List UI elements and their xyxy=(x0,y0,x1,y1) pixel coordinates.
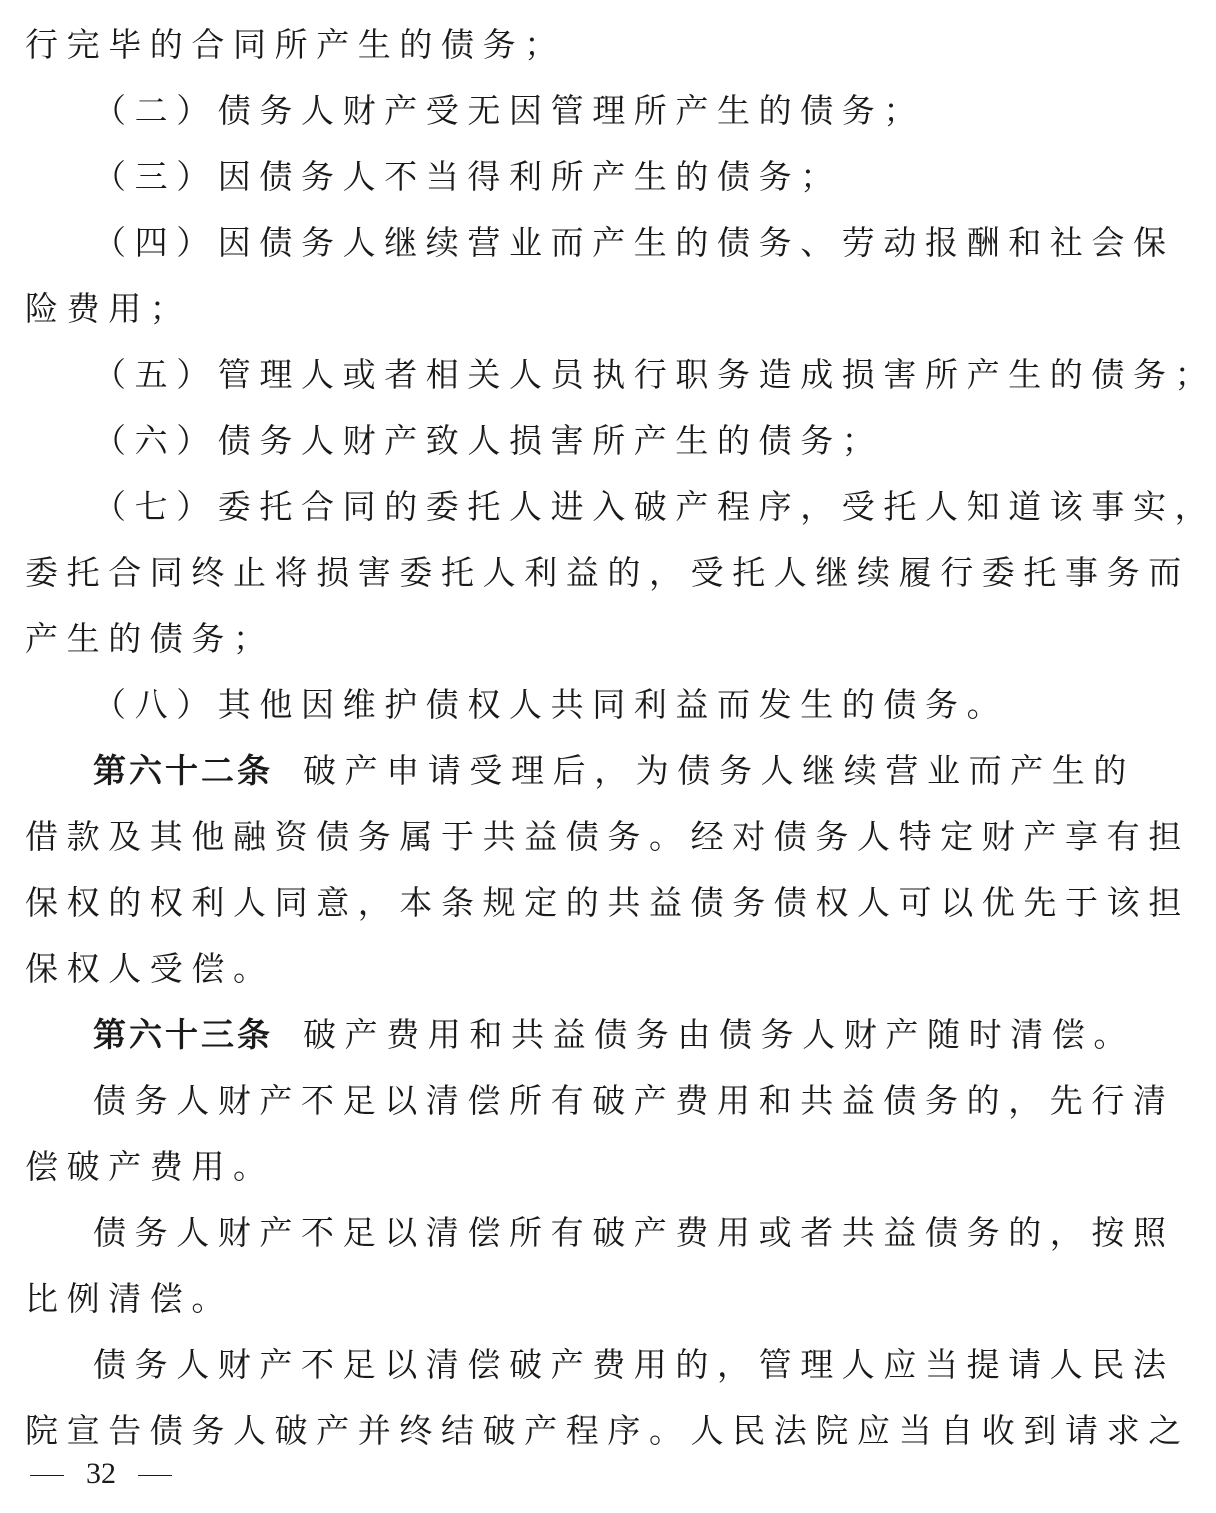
text-line: 保权的权利人同意，本条规定的共益债务债权人可以优先于该担 xyxy=(25,883,1190,922)
page-footer xyxy=(30,1452,172,1496)
text-line: 产生的债务； xyxy=(25,619,275,658)
article-62-text: 破产申请受理后，为债务人继续营业而产生的 xyxy=(303,751,1135,790)
text-line: 比例清偿。 xyxy=(25,1279,233,1318)
text-line: 险费用； xyxy=(25,289,192,328)
article-63-heading: 第六十三条 xyxy=(93,1015,273,1054)
article-63-text: 破产费用和共益债务由债务人财产随时清偿。 xyxy=(303,1015,1135,1054)
text-line: （六）债务人财产致人损害所产生的债务； xyxy=(93,421,884,460)
text-line: 行完毕的合同所产生的债务； xyxy=(25,25,566,64)
article-63-line xyxy=(25,1002,1135,1068)
article-62-heading: 第六十二条 xyxy=(93,751,273,790)
text-line: 债务人财产不足以清偿所有破产费用或者共益债务的，按照 xyxy=(93,1213,1175,1252)
article-62-line xyxy=(25,738,1135,804)
footer-dash-right xyxy=(138,1475,172,1476)
text-line: （五）管理人或者相关人员执行职务造成损害所产生的债务； xyxy=(93,355,1216,394)
text-line: 债务人财产不足以清偿所有破产费用和共益债务的，先行清 xyxy=(93,1081,1175,1120)
text-line: 债务人财产不足以清偿破产费用的，管理人应当提请人民法 xyxy=(93,1345,1175,1384)
document-body xyxy=(25,12,1216,1464)
text-line: （七）委托合同的委托人进入破产程序，受托人知道该事实， xyxy=(93,487,1216,526)
page-number: 32 xyxy=(86,1457,116,1490)
text-line: 委托合同终止将损害委托人利益的，受托人继续履行委托事务而 xyxy=(25,553,1190,592)
text-line: （三）因债务人不当得利所产生的债务； xyxy=(93,157,842,196)
text-line: （八）其他因维护债权人共同利益而发生的债务。 xyxy=(93,685,1009,724)
text-line: （四）因债务人继续营业而产生的债务、劳动报酬和社会保 xyxy=(93,223,1175,262)
text-line: 保权人受偿。 xyxy=(25,949,275,988)
footer-dash-left xyxy=(30,1475,64,1476)
text-line: 偿破产费用。 xyxy=(25,1147,275,1186)
text-line: （二）债务人财产受无因管理所产生的债务； xyxy=(93,91,925,130)
text-line: 借款及其他融资债务属于共益债务。经对债务人特定财产享有担 xyxy=(25,817,1190,856)
text-line: 院宣告债务人破产并终结破产程序。人民法院应当自收到请求之 xyxy=(25,1411,1190,1450)
